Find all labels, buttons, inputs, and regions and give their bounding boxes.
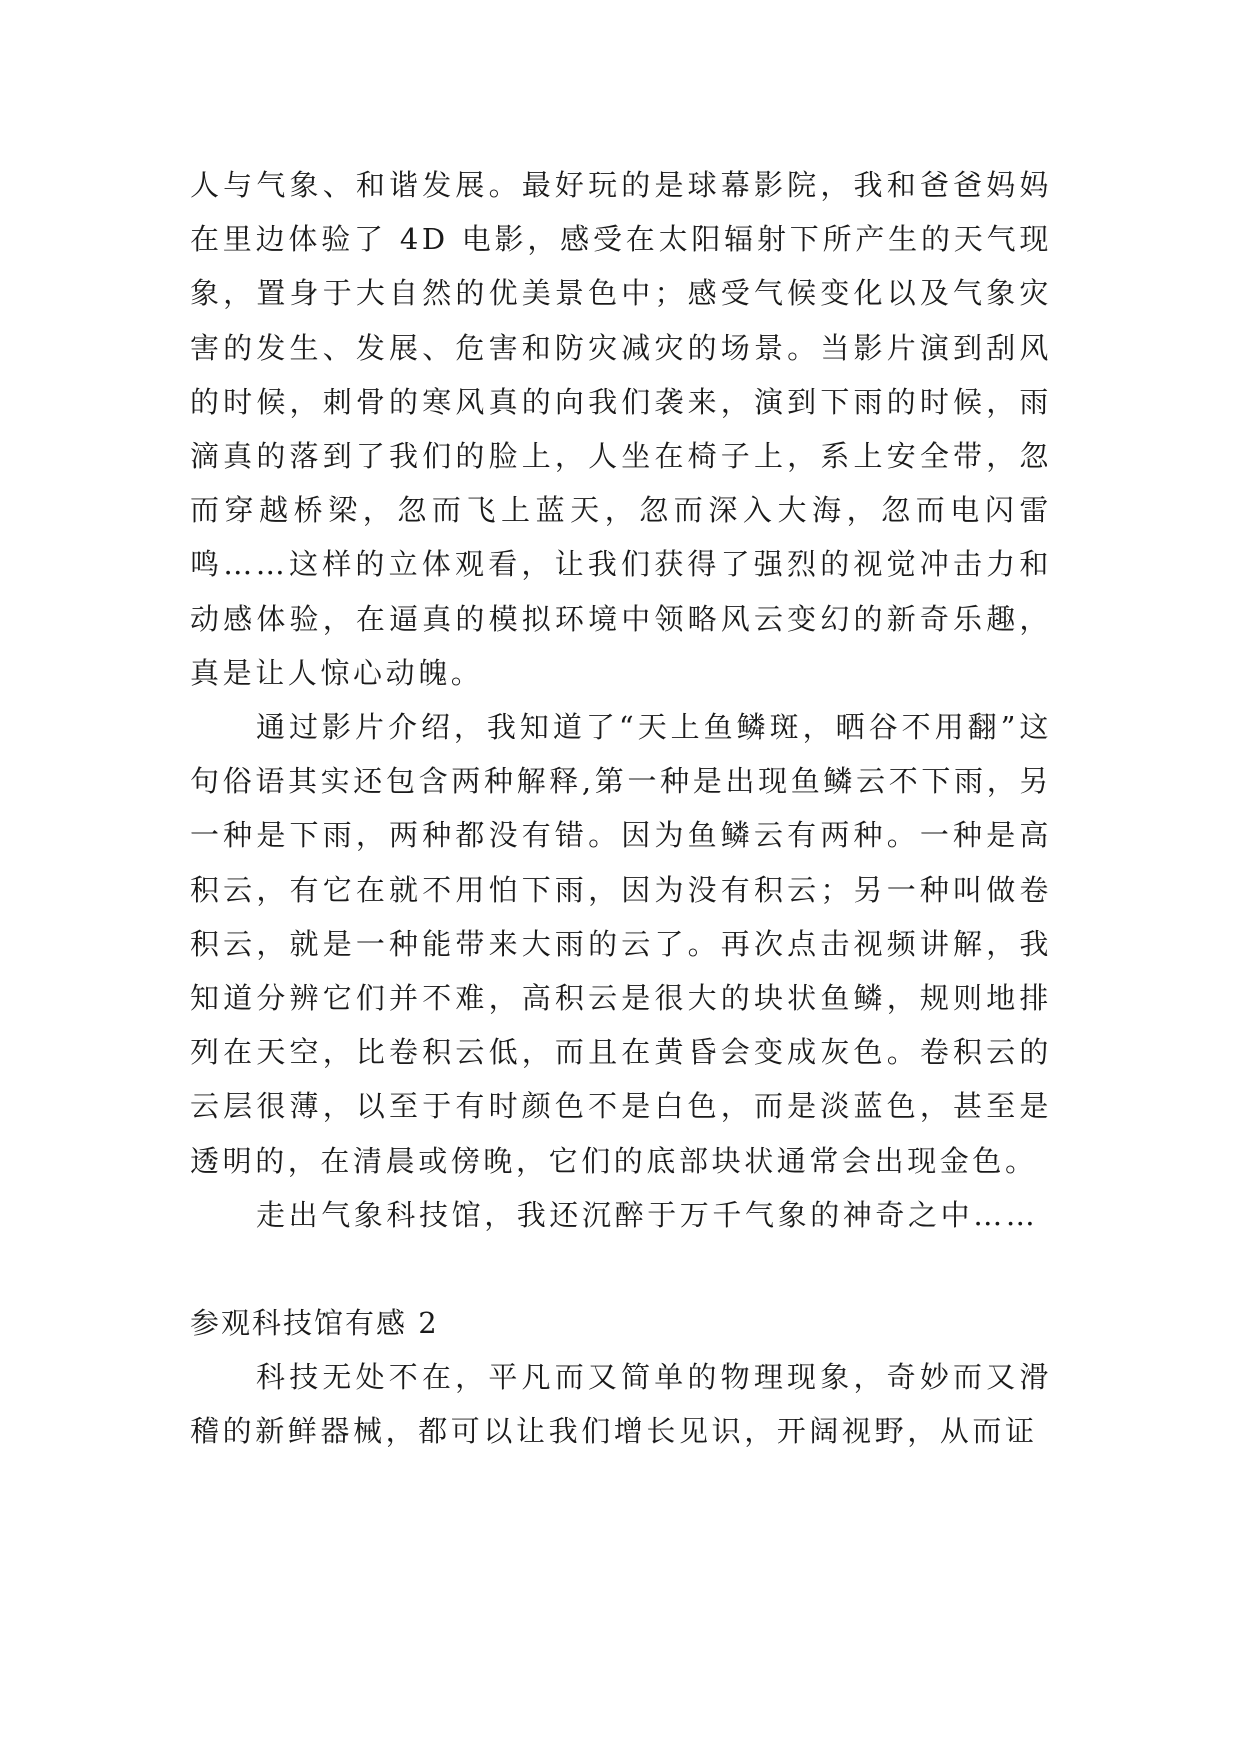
paragraph-2: 通过影片介绍，我知道了“天上鱼鳞斑，晒谷不用翻”这句俗语其实还包含两种解释,第一种是出现鱼鳞云不下雨，另一种是下雨，两种都没有错。因为鱼鳞云有两种。一种是高积云，有它在就不用怕下雨，因为没有积云；另一种叫做卷积云，就是一种能带来大雨的云了。再次点击视频讲解，我知道分辨它们并不难，高积云是很大的块状鱼鳞，规则地排列在天空，比卷积云低，而且在黄昏会变成灰色。卷积云的云层很薄，以至于有时颜色不是白色，而是淡蓝色，甚至是透明的，在清晨或傍晚，它们的底部块状通常会出现金色。 [190, 710, 1052, 1178]
section-spacer [190, 1242, 1052, 1296]
paragraph-1: 人与气象、和谐发展。最好玩的是球幕影院，我和爸爸妈妈在里边体验了 4D 电影，感受在太阳辐射下所产生的天气现象，置身于大自然的优美景色中；感受气候变化以及气象灾害的发生、发展、危害和防灾减灾的场景。当影片演到刮风的时候，刺骨的寒风真的向我们袭来，演到下雨的时候，雨滴真的落到了我们的脸上，人坐在椅子上，系上安全带，忽而穿越桥梁，忽而飞上蓝天，忽而深入大海，忽而电闪雷鸣……这样的立体观看，让我们获得了强烈的视觉冲击力和动感体验，在逼真的模拟环境中领略风云变幻的新奇乐趣，真是让人惊心动魄。 [190, 168, 1052, 690]
document-body [190, 158, 1052, 1459]
paragraph-4: 科技无处不在，平凡而又简单的物理现象，奇妙而又滑稽的新鲜器械，都可以让我们增长见识，开阔视野，从而证 [190, 1360, 1052, 1449]
paragraph-3: 走出气象科技馆，我还沉醉于万千气象的神奇之中…… [256, 1197, 1039, 1232]
section-heading: 参观科技馆有感 2 [190, 1306, 439, 1341]
